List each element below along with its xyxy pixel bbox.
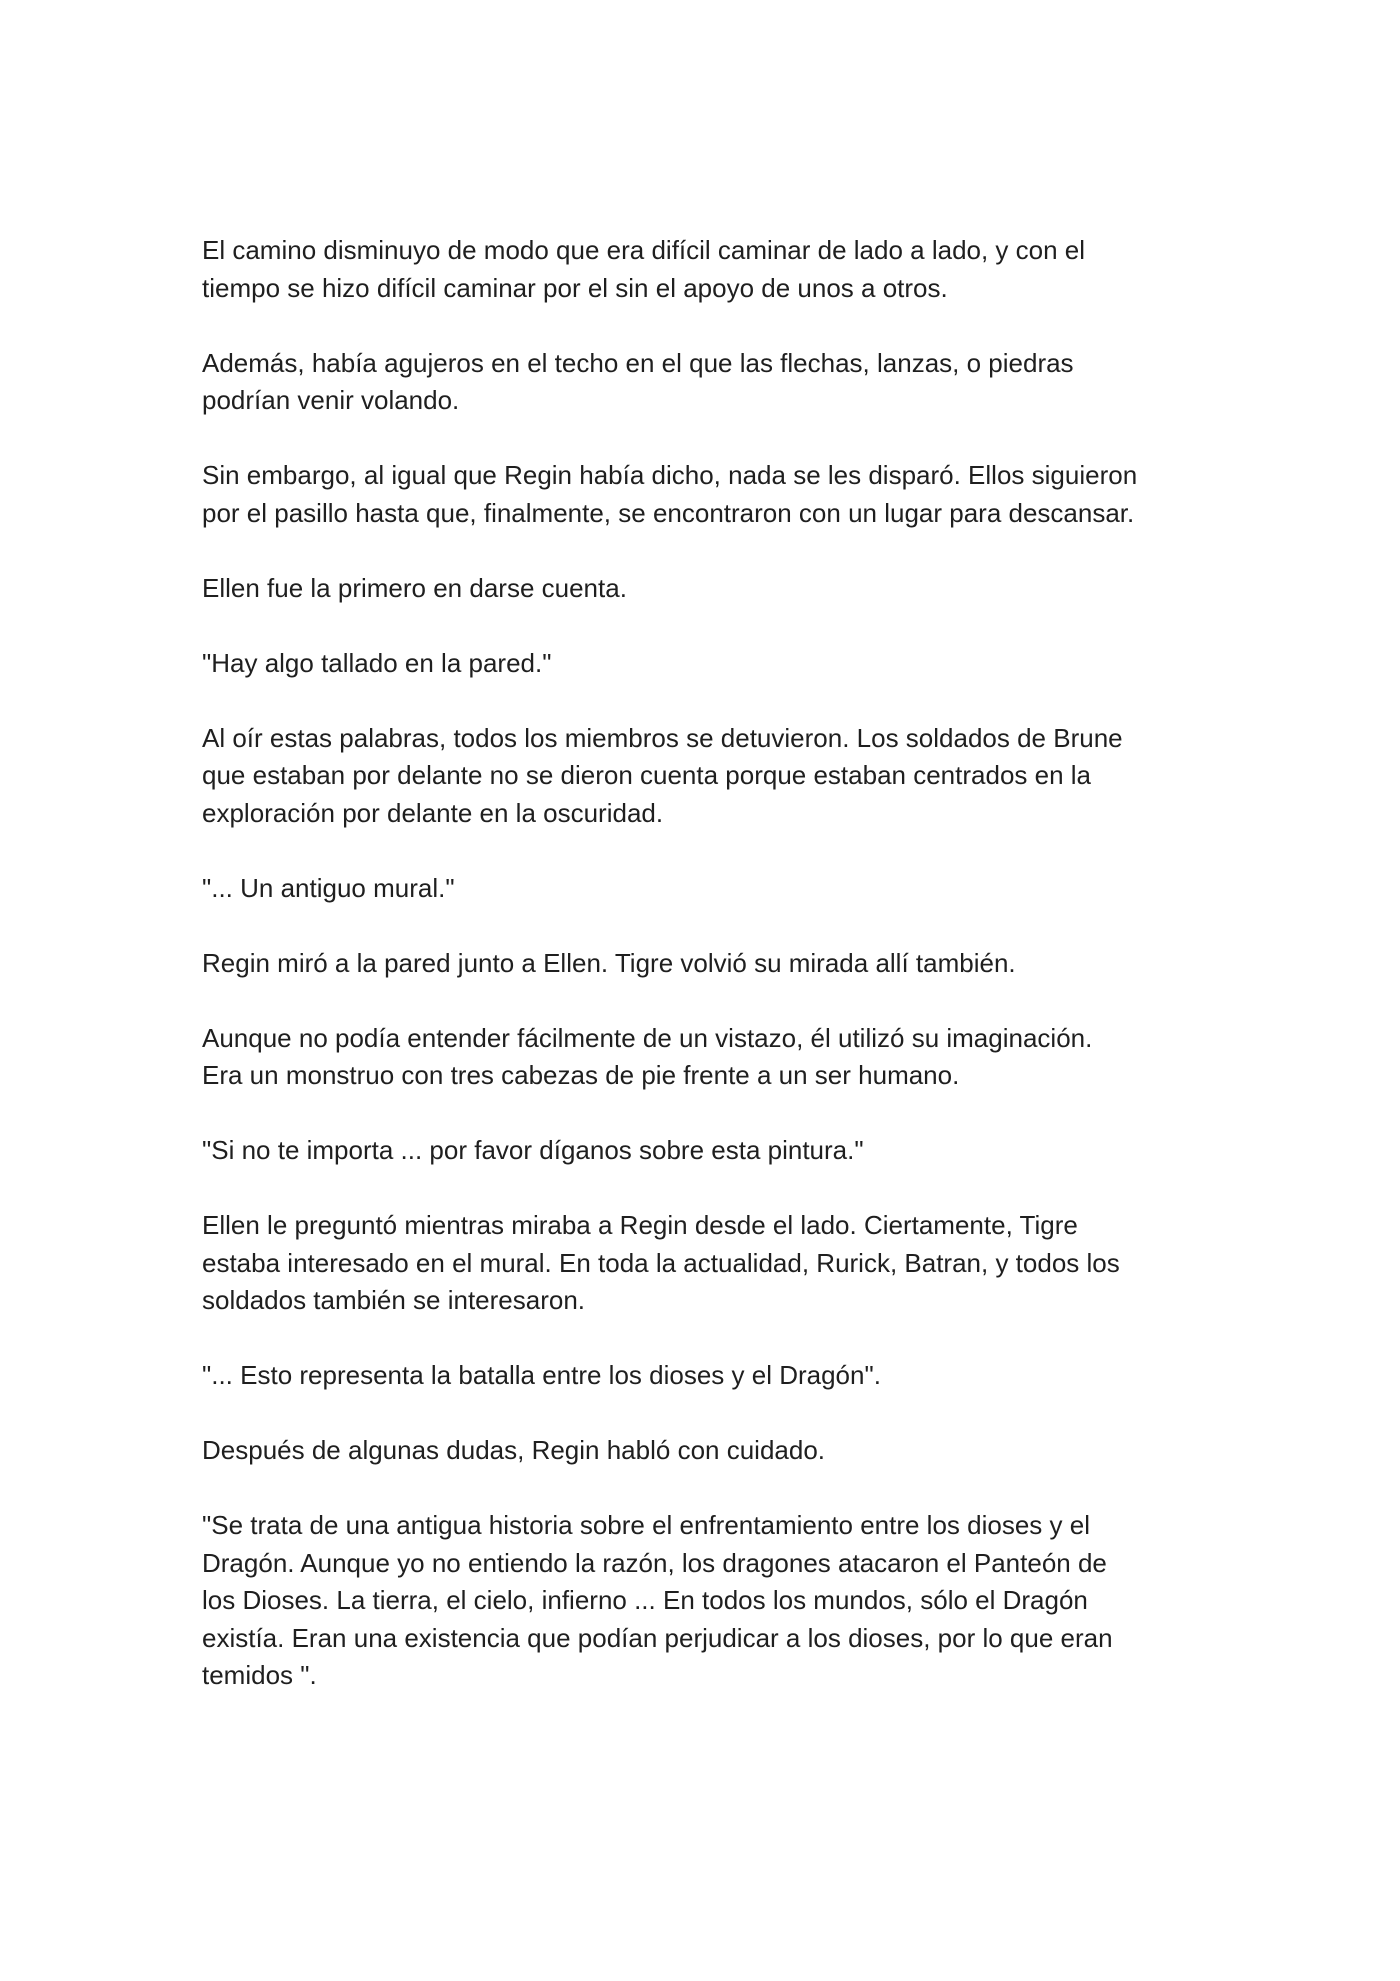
paragraph-1: El camino disminuyo de modo que era difícil caminar de lado a lado, y con el tiempo se hizo difícil caminar por el sin el apoyo de unos a otros.	[202, 235, 1086, 303]
paragraph-5: "Hay algo tallado en la pared."	[202, 647, 552, 678]
paragraph-3: Sin embargo, al igual que Regin había dicho, nada se les disparó. Ellos siguieron por el pasillo hasta que, finalmente, se encontraron con un lugar para descansar.	[202, 460, 1138, 528]
paragraph-10: "Si no te importa ... por favor díganos sobre esta pintura."	[202, 1135, 864, 1165]
paragraph-13: Después de algunas dudas, Regin habló con cuidado.	[202, 1435, 826, 1465]
paragraph-9: Aunque no podía entender fácilmente de un vistazo, él utilizó su imaginación. Era un monstruo con tres cabezas de pie frente a un ser humano.	[202, 1022, 1093, 1090]
paragraph-6: Al oír estas palabras, todos los miembros se detuvieron. Los soldados de Brune que estaban por delante no se dieron cuenta porque estaban centrados en la exploración por delante en la oscuridad.	[202, 722, 1123, 828]
paragraph-8: Regin miró a la pared junto a Ellen. Tigre volvió su mirada allí también.	[202, 947, 1016, 978]
paragraph-12: "... Esto representa la batalla entre los dioses y el Dragón".	[202, 1360, 881, 1390]
paragraph-11: Ellen le preguntó mientras miraba a Regin desde el lado. Ciertamente, Tigre estaba interesado en el mural. En toda la actualidad, Rurick, Batran, y todos los soldados también se interesaron.	[202, 1210, 1120, 1315]
paragraph-4: Ellen fue la primero en darse cuenta.	[202, 572, 627, 603]
paragraph-14: "Se trata de una antigua historia sobre el enfrentamiento entre los dioses y el Dragón. Aunque yo no entiendo la razón, los dragones atacaron el Panteón de los Dioses. La tierra, el cielo, infierno ... En todos los mundos, sólo el Dragón existía. Eran una existencia que podían perjudicar a los dioses, por lo que eran temidos ".	[202, 1510, 1113, 1690]
paragraph-2: Además, había agujeros en el techo en el que las flechas, lanzas, o piedras podrían venir volando.	[202, 347, 1074, 415]
paragraph-7: "... Un antiguo mural."	[202, 872, 455, 903]
document-body	[202, 232, 1222, 1732]
